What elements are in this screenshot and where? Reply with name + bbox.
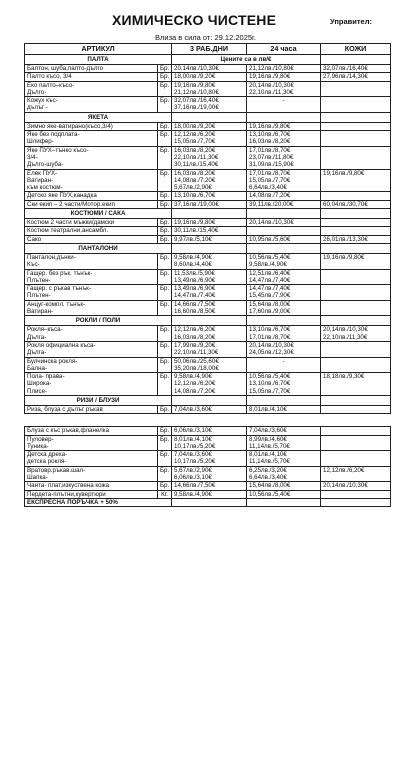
table-row xyxy=(25,482,391,490)
price-24h: 8,01лв./4,10€ xyxy=(247,405,321,413)
item-name: Костюм театрални,ансамбл. xyxy=(25,227,158,235)
item-unit: Бр. xyxy=(158,285,172,301)
col-leather: КОЖИ xyxy=(321,44,391,55)
item-name: Детско яке ПУХ,канадка xyxy=(25,192,158,200)
section-row xyxy=(25,243,391,253)
section-empty xyxy=(321,316,391,326)
price-3-days: 14,66лв./7,50€ xyxy=(172,482,247,490)
price-leather: 18,18лв./9,30€ xyxy=(321,373,391,396)
item-name: Булчинска рокля- Бална- xyxy=(25,357,158,373)
price-3-days: 18,00лв./9,20€ xyxy=(172,73,247,81)
item-name: Гащер. без рък. тънък- Плътен- xyxy=(25,269,158,285)
price-24h: 20,14лв./10,30€ 24,05лв./12,30€ xyxy=(247,341,321,357)
price-leather xyxy=(321,435,391,451)
express-empty xyxy=(172,498,247,506)
table-row xyxy=(25,373,391,396)
item-unit: Бр. xyxy=(158,326,172,342)
section-empty xyxy=(172,243,247,253)
price-24h: - xyxy=(247,97,321,113)
item-unit: Бр. xyxy=(158,300,172,316)
section-label: ЯКЕТА xyxy=(25,112,172,122)
item-unit: Бр. xyxy=(158,97,172,113)
price-24h: 13,10лв./6,70€ 16,03лв./8,20€ xyxy=(247,131,321,147)
price-leather xyxy=(321,341,391,357)
prices-note: Цените са в лв/€ xyxy=(172,55,321,65)
price-24h: 14,47лв./7,40€ 15,45лв./7,90€ xyxy=(247,285,321,301)
item-unit: Бр. xyxy=(158,357,172,373)
price-leather xyxy=(321,131,391,147)
gap-cell xyxy=(25,414,391,427)
table-row xyxy=(25,451,391,467)
price-3-days: 7,04лв./3,60€ xyxy=(172,405,247,413)
section-row xyxy=(25,209,391,219)
price-table xyxy=(24,43,391,507)
section-label: КОСТЮМИ / САКА xyxy=(25,209,172,219)
table-row xyxy=(25,131,391,147)
price-leather xyxy=(321,219,391,227)
express-label: ЕКСПРЕСНА ПОРЪЧКА + 50% xyxy=(25,498,172,506)
section-palta: ПАЛТА xyxy=(25,55,172,65)
price-3-days: 16,03лв./8,20€ 22,10лв./11,30€ 30,11лв./15,40€ xyxy=(172,146,247,169)
subheader-row xyxy=(25,55,391,65)
item-unit: Бр. xyxy=(158,169,172,192)
price-leather xyxy=(321,285,391,301)
item-unit: Бр. xyxy=(158,235,172,243)
price-leather xyxy=(321,269,391,285)
section-empty xyxy=(172,112,247,122)
section-empty xyxy=(321,395,391,405)
price-24h: 20,14лв./10,30€ 22,10лв./11,30€ xyxy=(247,81,321,97)
price-leather: 60,04лв./30,70€ xyxy=(321,200,391,208)
item-unit: Кг. xyxy=(158,490,172,498)
price-3-days: 20,14лв./10,30€ xyxy=(172,65,247,73)
price-leather: 32,07лв./16,40€ xyxy=(321,65,391,73)
item-unit: Бр. xyxy=(158,122,172,130)
price-3-days: 9,58лв./4,90€ 8,60лв./4,40€ xyxy=(172,253,247,269)
price-3-days: 9,58лв./4,90€ 12,12лв./6,20€ 14,08лв./7,20€ xyxy=(172,373,247,396)
section-label: РИЗИ / БЛУЗИ xyxy=(25,395,172,405)
price-3-days: 8,01лв./4,10€ 10,17лв./5,20€ xyxy=(172,435,247,451)
price-24h: 39,11лв./20,00€ xyxy=(247,200,321,208)
item-name: Костюм 2 части мъжки/дамски xyxy=(25,219,158,227)
section-empty xyxy=(247,316,321,326)
table-row xyxy=(25,285,391,301)
item-unit: Бр. xyxy=(158,253,172,269)
item-unit: Бр. xyxy=(158,200,172,208)
price-24h: 13,10лв./6,70€ 17,01лв./8,70€ xyxy=(247,326,321,342)
section-row xyxy=(25,395,391,405)
price-leather xyxy=(321,97,391,113)
price-leather xyxy=(321,451,391,467)
table-row xyxy=(25,300,391,316)
item-name: Вратовр.ръкав.шал- Шапка- xyxy=(25,466,158,482)
table-row xyxy=(25,253,391,269)
item-name: Сако xyxy=(25,235,158,243)
table-row xyxy=(25,341,391,357)
price-24h: 21,12лв./10,80€ xyxy=(247,65,321,73)
item-unit: Бр. xyxy=(158,466,172,482)
item-unit: Бр. xyxy=(158,227,172,235)
table-row xyxy=(25,65,391,73)
price-3-days: 18,00лв./9,20€ xyxy=(172,122,247,130)
item-name: Ски екип – 2 части/Мотор.екип xyxy=(25,200,158,208)
price-3-days: 32,07лв./16,40€ 37,16лв./19,00€ xyxy=(172,97,247,113)
section-row xyxy=(25,112,391,122)
col-24h: 24 часа xyxy=(247,44,321,55)
table-row xyxy=(25,219,391,227)
price-3-days: 13,49лв./6,90€ 14,47лв./7,40€ xyxy=(172,285,247,301)
section-empty xyxy=(321,112,391,122)
table-row xyxy=(25,227,391,235)
price-24h: 14,08лв./7,20€ xyxy=(247,192,321,200)
item-unit: Бр. xyxy=(158,192,172,200)
express-empty xyxy=(247,498,321,506)
item-name: Еко палто–късо- Дълго- xyxy=(25,81,158,97)
table-row xyxy=(25,466,391,482)
price-leather: 20,14лв./10,30€ 22,10лв./11,30€ xyxy=(321,326,391,342)
price-leather xyxy=(321,300,391,316)
item-unit: Бр. xyxy=(158,435,172,451)
table-row xyxy=(25,169,391,192)
price-24h: 8,99лв./4,60€ 11,14лв./5,70€ xyxy=(247,435,321,451)
item-name: Детска дреха- детска рокля- xyxy=(25,451,158,467)
item-unit: Бр. xyxy=(158,427,172,435)
price-leather: 26,01лв./13,30€ xyxy=(321,235,391,243)
price-3-days: 17,99лв./9,20€ 22,10лв./11,30€ xyxy=(172,341,247,357)
section-empty xyxy=(172,395,247,405)
section-empty xyxy=(321,243,391,253)
item-name: Рокля официална къса- Дълга- xyxy=(25,341,158,357)
price-leather xyxy=(321,146,391,169)
item-name: Панталон,дънки- Къс- xyxy=(25,253,158,269)
section-label: ПАНТАЛОНИ xyxy=(25,243,172,253)
price-leather xyxy=(321,227,391,235)
table-row xyxy=(25,405,391,413)
item-name: Гащер. с ръкав тънък- Плътен- xyxy=(25,285,158,301)
price-3-days: 5,67лв./2,90€ 6,06лв./3,10€ xyxy=(172,466,247,482)
price-leather xyxy=(321,427,391,435)
col-three-days: 3 РАБ.ДНИ xyxy=(172,44,247,55)
item-name: Елек ПУХ- Ватиран- към костюм- xyxy=(25,169,158,192)
item-name: Зимно яке-ватирано(късо,3/4) xyxy=(25,122,158,130)
item-name: Анцуг-компл. тънък- Ватиран- xyxy=(25,300,158,316)
price-24h: 6,25лв./3,20€ 6,64лв./3,40€ xyxy=(247,466,321,482)
col-article: АРТИКУЛ xyxy=(25,44,172,55)
item-unit: Бр. xyxy=(158,373,172,396)
table-row xyxy=(25,326,391,342)
price-3-days: 12,12лв./6,20€ 15,05лв./7,70€ xyxy=(172,131,247,147)
leather-note-empty xyxy=(321,55,391,65)
express-empty xyxy=(321,498,391,506)
table-row xyxy=(25,192,391,200)
price-3-days: 19,16лв./9,80€ 21,12лв./10,80€ xyxy=(172,81,247,97)
price-3-days: 16,03лв./8,20€ 14,08лв./7,20€ 5,67лв./2,90€ xyxy=(172,169,247,192)
item-name: Яке без подплата- Шлифер- xyxy=(25,131,158,147)
price-24h: - xyxy=(247,357,321,373)
express-row xyxy=(25,498,391,506)
table-row xyxy=(25,269,391,285)
table-row xyxy=(25,81,391,97)
price-leather: 12,12лв./6,20€ xyxy=(321,466,391,482)
item-name: Пуловер- Туника- xyxy=(25,435,158,451)
price-3-days: 30,11лв./15,40€ xyxy=(172,227,247,235)
item-name: Чанта- плат,изкуствена кожа xyxy=(25,482,158,490)
price-3-days: 14,66лв./7,50€ 16,60лв./8,50€ xyxy=(172,300,247,316)
price-24h: 15,64лв./8,00€ xyxy=(247,482,321,490)
price-3-days: 50,06лв./25,60€ 35,20лв./18,00€ xyxy=(172,357,247,373)
price-3-days: 11,53лв./5,90€ 13,49лв./6,90€ xyxy=(172,269,247,285)
price-24h: 17,01лв./8,70€ 15,05лв./7,70€ 6,64лв./3,40€ xyxy=(247,169,321,192)
price-24h: 10,95лв./5,60€ xyxy=(247,235,321,243)
item-unit: Бр. xyxy=(158,405,172,413)
price-3-days: 13,10лв./6,70€ xyxy=(172,192,247,200)
item-name: Яке ПУХ–тънко късо- 3/4- Дълго-шуба- xyxy=(25,146,158,169)
section-empty xyxy=(321,209,391,219)
item-unit: Бр. xyxy=(158,341,172,357)
gap-row xyxy=(25,414,391,427)
price-3-days: 9,97лв./5,10€ xyxy=(172,235,247,243)
item-name: Кожух къс- дълъг - xyxy=(25,97,158,113)
price-24h: 12,51лв./6,40€ 14,47лв./7,40€ xyxy=(247,269,321,285)
item-name: Риза, блуза с дълъг ръкав xyxy=(25,405,158,413)
item-name: Балтон, шуба,палто-дълго xyxy=(25,65,158,73)
table-row xyxy=(25,357,391,373)
section-label: РОКЛИ / ПОЛИ xyxy=(25,316,172,326)
price-24h: 15,64лв./8,00€ 17,60лв./9,00€ xyxy=(247,300,321,316)
price-24h xyxy=(247,227,321,235)
item-unit: Бр. xyxy=(158,269,172,285)
price-24h: 19,16лв./9,80€ xyxy=(247,73,321,81)
table-row xyxy=(25,97,391,113)
section-empty xyxy=(247,209,321,219)
item-name: Пола- права- Широка- Плисе- xyxy=(25,373,158,396)
table-row xyxy=(25,73,391,81)
price-24h: 20,14лв./10,30€ xyxy=(247,219,321,227)
price-leather xyxy=(321,490,391,498)
item-unit: Бр. xyxy=(158,451,172,467)
price-3-days: 12,12лв./6,20€ 16,03лв./8,20€ xyxy=(172,326,247,342)
price-leather: 20,14лв./10,30€ xyxy=(321,482,391,490)
table-row xyxy=(25,427,391,435)
manager-label: Управител: xyxy=(330,17,372,26)
valid-from: Влиза в сила от: 29.12.2025г. xyxy=(155,33,256,42)
section-empty xyxy=(247,395,321,405)
table-row xyxy=(25,200,391,208)
price-leather xyxy=(321,122,391,130)
price-leather xyxy=(321,405,391,413)
section-empty xyxy=(247,243,321,253)
price-24h: 10,56лв./5,40€ xyxy=(247,490,321,498)
section-empty xyxy=(172,209,247,219)
price-24h: 8,01лв./4,10€ 11,14лв./5,70€ xyxy=(247,451,321,467)
item-name: Рокля–къса- Дълга- xyxy=(25,326,158,342)
price-3-days: 6,06лв./3,10€ xyxy=(172,427,247,435)
table-row xyxy=(25,235,391,243)
item-name: Палто късо, 3/4 xyxy=(25,73,158,81)
item-name: Пердета-плътни,кувертюри xyxy=(25,490,158,498)
section-empty xyxy=(172,316,247,326)
item-unit: Бр. xyxy=(158,73,172,81)
table-row xyxy=(25,490,391,498)
price-3-days: 19,16лв./9,80€ xyxy=(172,219,247,227)
table-row xyxy=(25,122,391,130)
item-name: Блуза с къс ръкав,фланелка xyxy=(25,427,158,435)
price-leather xyxy=(321,192,391,200)
price-24h: 19,16лв./9,80€ xyxy=(247,122,321,130)
item-unit: Бр. xyxy=(158,65,172,73)
header-row xyxy=(25,44,391,55)
price-24h: 10,56лв./5,40€ 13,10лв./6,70€ 15,05лв./7,70€ xyxy=(247,373,321,396)
price-leather xyxy=(321,357,391,373)
section-empty xyxy=(247,112,321,122)
price-24h: 7,04лв./3,60€ xyxy=(247,427,321,435)
section-row xyxy=(25,316,391,326)
price-leather xyxy=(321,81,391,97)
price-3-days: 7,04лв./3,60€ 10,17лв./5,20€ xyxy=(172,451,247,467)
price-3-days: 37,16лв./19,00€ xyxy=(172,200,247,208)
price-3-days: 9,58лв./4,90€ xyxy=(172,490,247,498)
table-row xyxy=(25,435,391,451)
price-leather: 19,16лв./9,80€ xyxy=(321,169,391,192)
item-unit: Бр. xyxy=(158,131,172,147)
price-leather: 19,16лв./9,80€ xyxy=(321,253,391,269)
item-unit: Бр. xyxy=(158,146,172,169)
price-24h: 17,01лв./8,70€ 23,07лв./11,80€ 31,09лв./15,90€ xyxy=(247,146,321,169)
item-unit: Бр. xyxy=(158,219,172,227)
item-unit: Бр. xyxy=(158,81,172,97)
price-24h: 10,56лв./5,40€ 9,58лв./4,90€ xyxy=(247,253,321,269)
price-leather: 27,96лв./14,30€ xyxy=(321,73,391,81)
table-row xyxy=(25,146,391,169)
document-title: ХИМИЧЕСКО ЧИСТЕНЕ xyxy=(112,12,277,28)
item-unit: Бр. xyxy=(158,482,172,490)
